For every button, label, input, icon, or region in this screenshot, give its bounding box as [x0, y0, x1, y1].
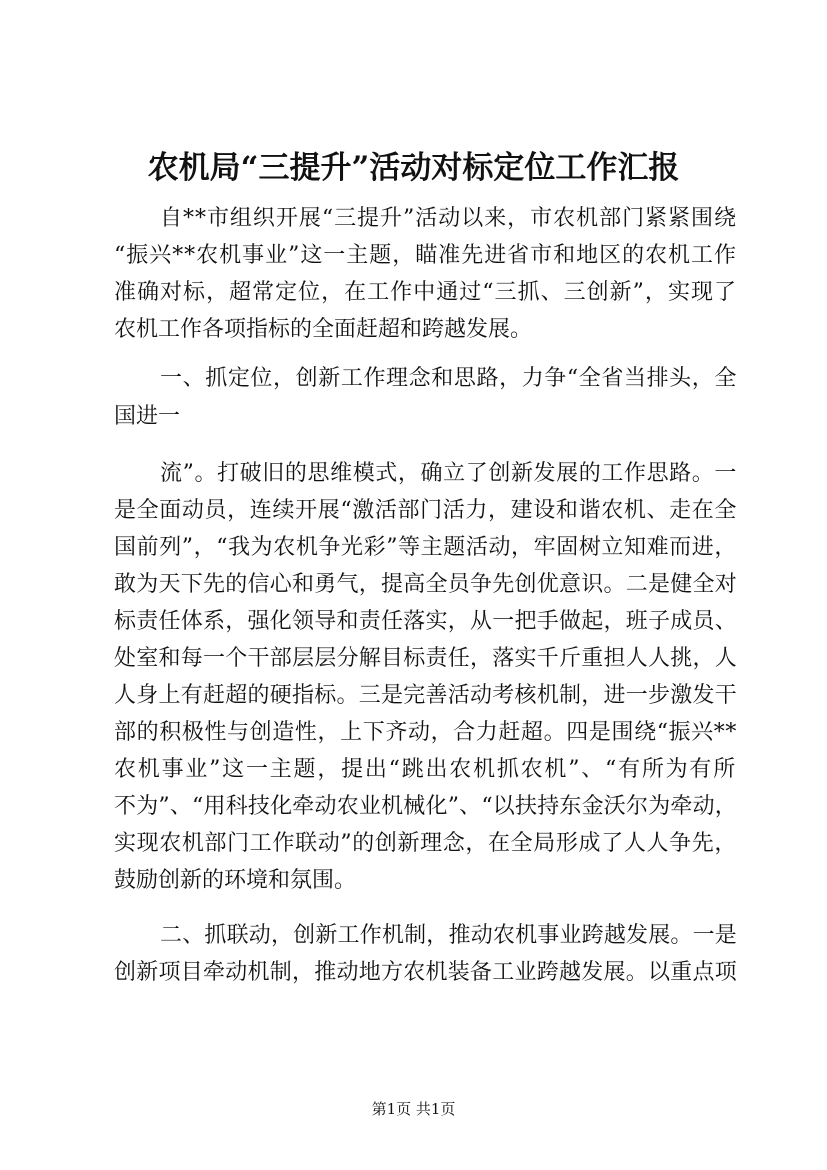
paragraph-line: 流”。打破旧的思维模式，确立了创新发展的工作思路。一	[160, 461, 738, 486]
paragraph-line: 敢为天下先的信心和勇气，提高全员争先创优意识。二是健全对	[114, 572, 737, 597]
paragraph-line: 是全面动员，连续开展“激活部门活力，建设和谐农机、走在全	[114, 498, 738, 523]
paragraph-line: 创新项目牵动机制，推动地方农机装备工业跨越发展。以重点项	[114, 960, 737, 985]
document-title: 农机局“三提升”活动对标定位工作汇报	[147, 150, 680, 186]
paragraph-line: 准确对标，超常定位，在工作中通过“三抓、三创新”，实现了	[114, 280, 737, 305]
paragraph-line: 不为”、“用科技化牵动农业机械化”、“以扶持东金沃尔为牵动，	[114, 794, 737, 819]
paragraph-line: 自**市组织开展“三提升”活动以来，市农机部门紧紧围绕	[160, 206, 737, 231]
paragraph-line: 鼓励创新的环境和氛围。	[114, 868, 357, 893]
paragraph-line: 二、抓联动，创新工作机制，推动农机事业跨越发展。一是	[160, 923, 737, 948]
paragraph-line: 国前列”，“我为农机争光彩”等主题活动，牢固树立知难而进，	[114, 535, 737, 560]
paragraph-line: 一、抓定位，创新工作理念和思路，力争“全省当排头，全	[160, 366, 738, 391]
paragraph-line: 人身上有赶超的硬指标。三是完善活动考核机制，进一步激发干	[114, 683, 737, 708]
paragraph-line: “振兴**农机事业”这一主题，瞄准先进省市和地区的农机工作	[114, 243, 738, 268]
paragraph-line: 国进一	[114, 404, 181, 429]
paragraph-line: 处室和每一个干部层层分解目标责任，落实千斤重担人人挑，人	[114, 646, 737, 671]
page-footer: 第1页 共1页	[371, 1100, 456, 1118]
paragraph-line: 标责任体系，强化领导和责任落实，从一把手做起，班子成员、	[114, 609, 737, 634]
paragraph-line: 部的积极性与创造性，上下齐动，合力赶超。四是围绕“振兴**	[114, 720, 737, 745]
paragraph-line: 实现农机部门工作联动”的创新理念，在全局形成了人人争先，	[114, 831, 738, 856]
paragraph-line: 农机工作各项指标的全面赶超和跨越发展。	[114, 317, 533, 342]
paragraph-line: 农机事业”这一主题，提出“跳出农机抓农机”、“有所为有所	[114, 757, 737, 782]
